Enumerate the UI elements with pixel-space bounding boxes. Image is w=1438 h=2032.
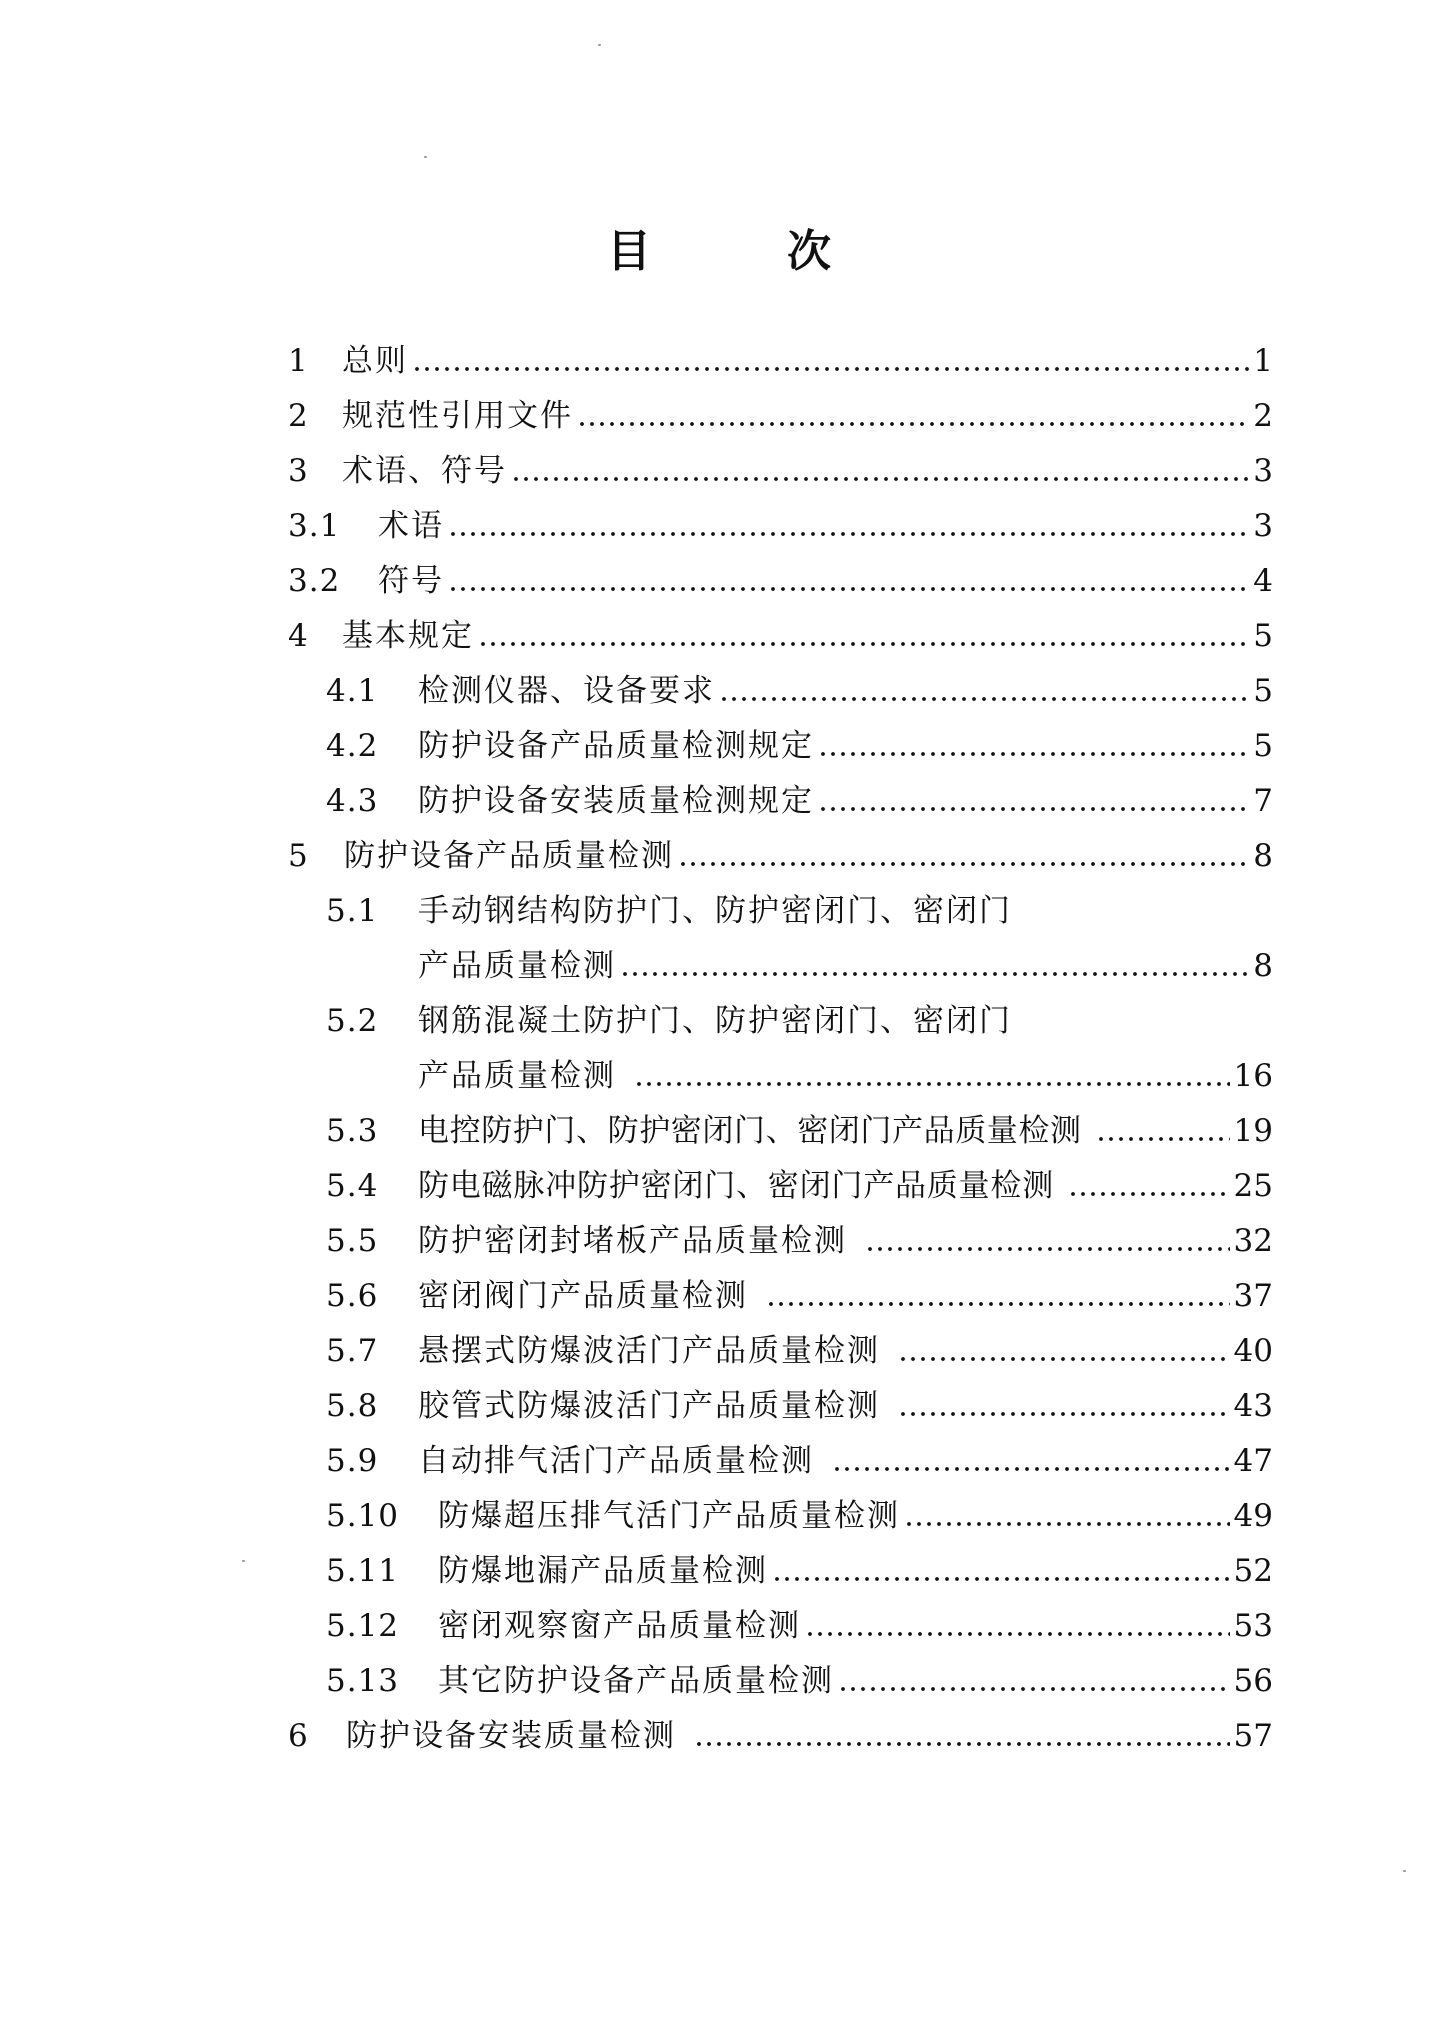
toc-entry-label: 术语 (378, 508, 444, 544)
toc-entry-page: 8 (1253, 838, 1273, 874)
toc-entry-label: 其它防护设备产品质量检测 (438, 1663, 834, 1699)
toc-entry-page: 2 (1253, 398, 1273, 434)
toc-entry-6[interactable] (288, 1701, 1273, 1756)
toc-leader-dots (511, 476, 1249, 482)
toc-entry-number: 5.5 (326, 1223, 379, 1259)
toc-leader-dots (448, 586, 1249, 592)
toc-entry-number: 5.10 (326, 1498, 400, 1534)
toc-entry-label-continued: 产品质量检测 (418, 1058, 616, 1094)
toc-leader-dots (412, 366, 1249, 372)
toc-entry-label: 术语、符号 (342, 453, 507, 489)
toc-entry-5-3[interactable] (326, 1096, 1273, 1151)
toc-entry-page: 5 (1253, 618, 1273, 654)
toc-entry-number: 5.1 (326, 893, 379, 929)
toc-entry-4-1[interactable] (326, 656, 1273, 711)
toc-entry-label: 防护设备安装质量检测规定 (418, 783, 814, 819)
toc-entry-page: 7 (1253, 783, 1273, 819)
toc-entry-label: 防护设备产品质量检测规定 (418, 728, 814, 764)
toc-leader-dots (898, 1411, 1230, 1417)
toc-entry-page: 47 (1233, 1443, 1273, 1479)
toc-leader-dots (772, 1576, 1230, 1582)
toc-entry-4-3[interactable] (326, 766, 1273, 821)
toc-entry-number: 1 (288, 343, 309, 379)
toc-entry-5-13[interactable] (326, 1646, 1273, 1701)
toc-entry-label-continued: 产品质量检测 (418, 948, 616, 984)
toc-entry-page: 40 (1233, 1333, 1273, 1369)
toc-leader-dots (805, 1631, 1230, 1637)
toc-entry-label: 基本规定 (342, 618, 474, 654)
toc-entry-label: 防爆超压排气活门产品质量检测 (438, 1498, 900, 1534)
toc-entry-4[interactable] (288, 601, 1273, 656)
toc-entry-5-12[interactable] (326, 1591, 1273, 1646)
toc-entry-3-1[interactable] (288, 491, 1273, 546)
toc-entry-label: 电控防护门、防护密闭门、密闭门产品质量检测 (418, 1113, 1082, 1149)
toc-entry-number: 5.13 (326, 1663, 400, 1699)
toc-entry-label: 防护密闭封堵板产品质量检测 (418, 1223, 847, 1259)
toc-entry-5-1[interactable] (326, 876, 1273, 931)
toc-entry-page: 19 (1233, 1113, 1273, 1149)
scan-speck (598, 44, 601, 46)
toc-entry-number: 5.4 (326, 1168, 379, 1204)
toc-leader-dots (818, 751, 1249, 757)
toc-leader-dots (1096, 1136, 1230, 1142)
toc-leader-dots (818, 806, 1249, 812)
toc-entry-page: 3 (1253, 508, 1273, 544)
toc-entry-5-1-continued[interactable] (418, 931, 1273, 986)
toc-entry-number: 3.1 (288, 508, 341, 544)
toc-entry-number: 4 (288, 618, 309, 654)
toc-entry-label: 防爆地漏产品质量检测 (438, 1553, 768, 1589)
toc-entry-number: 3.2 (288, 563, 341, 599)
toc-entry-number: 2 (288, 398, 309, 434)
toc-entry-label: 检测仪器、设备要求 (418, 673, 715, 709)
toc-entry-number: 4.1 (326, 673, 379, 709)
toc-entry-5-7[interactable] (326, 1316, 1273, 1371)
scan-speck (424, 156, 427, 158)
toc-entry-5-6[interactable] (326, 1261, 1273, 1316)
toc-entry-label: 钢筋混凝土防护门、防护密闭门、密闭门 (418, 1003, 1012, 1039)
toc-entry-number: 5.9 (326, 1443, 379, 1479)
toc-entry-number: 5.11 (326, 1553, 400, 1589)
toc-entry-number: 5.7 (326, 1333, 379, 1369)
toc-entry-number: 5.8 (326, 1388, 379, 1424)
toc-entry-page: 56 (1233, 1663, 1273, 1699)
toc-leader-dots (634, 1081, 1230, 1087)
toc-entry-4-2[interactable] (326, 711, 1273, 766)
toc-leader-dots (865, 1246, 1230, 1252)
toc-entry-number: 4.3 (326, 783, 379, 819)
toc-entry-page: 53 (1233, 1608, 1273, 1644)
toc-leader-dots (694, 1741, 1230, 1747)
toc-leader-dots (1068, 1191, 1230, 1197)
toc-entry-3-2[interactable] (288, 546, 1273, 601)
toc-entry-number: 3 (288, 453, 309, 489)
toc-entry-page: 5 (1253, 728, 1273, 764)
toc-entry-label: 悬摆式防爆波活门产品质量检测 (418, 1333, 880, 1369)
toc-leader-dots (838, 1686, 1230, 1692)
toc-entry-number: 5.2 (326, 1003, 379, 1039)
toc-leader-dots (620, 971, 1249, 977)
toc-entry-label: 自动排气活门产品质量检测 (418, 1443, 814, 1479)
toc-leader-dots (448, 531, 1249, 537)
toc-entry-5-2[interactable] (326, 986, 1273, 1041)
toc-entry-5[interactable] (288, 821, 1273, 876)
toc-leader-dots (832, 1466, 1230, 1472)
toc-entry-number: 6 (288, 1718, 309, 1754)
toc-entry-page: 25 (1233, 1168, 1273, 1204)
toc-entry-page: 1 (1253, 343, 1273, 379)
toc-entry-label: 防电磁脉冲防护密闭门、密闭门产品质量检测 (418, 1168, 1054, 1204)
toc-entry-label: 防护设备安装质量检测 (346, 1718, 676, 1754)
toc-entry-page: 37 (1233, 1278, 1273, 1314)
toc-entry-5-10[interactable] (326, 1481, 1273, 1536)
toc-leader-dots (678, 861, 1249, 867)
toc-entry-page: 52 (1233, 1553, 1273, 1589)
toc-entry-5-5[interactable] (326, 1206, 1273, 1261)
toc-entry-page: 4 (1253, 563, 1273, 599)
toc-entry-1[interactable] (288, 326, 1273, 381)
toc-leader-dots (577, 421, 1249, 427)
toc-entry-page: 8 (1253, 948, 1273, 984)
toc-entry-5-4[interactable] (326, 1151, 1273, 1206)
toc-entry-label: 符号 (378, 563, 444, 599)
toc-entry-number: 4.2 (326, 728, 379, 764)
toc-entry-label: 规范性引用文件 (342, 398, 573, 434)
toc-entry-number: 5.12 (326, 1608, 400, 1644)
toc-entry-label: 密闭阀门产品质量检测 (418, 1278, 748, 1314)
toc-entry-page: 16 (1233, 1058, 1273, 1094)
toc-leader-dots (898, 1356, 1230, 1362)
toc-entry-2[interactable] (288, 381, 1273, 436)
toc-leader-dots (904, 1521, 1230, 1527)
toc-entry-5-2-continued[interactable] (418, 1041, 1273, 1096)
toc-entry-page: 43 (1233, 1388, 1273, 1424)
toc-entry-5-9[interactable] (326, 1426, 1273, 1481)
toc-entry-5-8[interactable] (326, 1371, 1273, 1426)
toc-entry-3[interactable] (288, 436, 1273, 491)
toc-entry-label: 手动钢结构防护门、防护密闭门、密闭门 (418, 893, 1012, 929)
scan-speck (242, 1560, 245, 1562)
toc-entry-label: 密闭观察窗产品质量检测 (438, 1608, 801, 1644)
toc-entry-number: 5.6 (326, 1278, 379, 1314)
toc-leader-dots (719, 696, 1249, 702)
scan-speck (1403, 1870, 1406, 1872)
toc-leader-dots (478, 641, 1249, 647)
toc-entry-page: 5 (1253, 673, 1273, 709)
toc-entry-page: 32 (1233, 1223, 1273, 1259)
page-title: 目 次 (607, 226, 877, 277)
toc-entry-page: 57 (1233, 1718, 1273, 1754)
toc-entry-number: 5 (288, 838, 309, 874)
toc-leader-dots (766, 1301, 1230, 1307)
toc-entry-label: 胶管式防爆波活门产品质量检测 (418, 1388, 880, 1424)
toc-entry-label: 总则 (342, 343, 408, 379)
toc-entry-number: 5.3 (326, 1113, 379, 1149)
toc-entry-5-11[interactable] (326, 1536, 1273, 1591)
toc-entry-page: 49 (1233, 1498, 1273, 1534)
toc-entry-label: 防护设备产品质量检测 (344, 838, 674, 874)
toc-entry-page: 3 (1253, 453, 1273, 489)
